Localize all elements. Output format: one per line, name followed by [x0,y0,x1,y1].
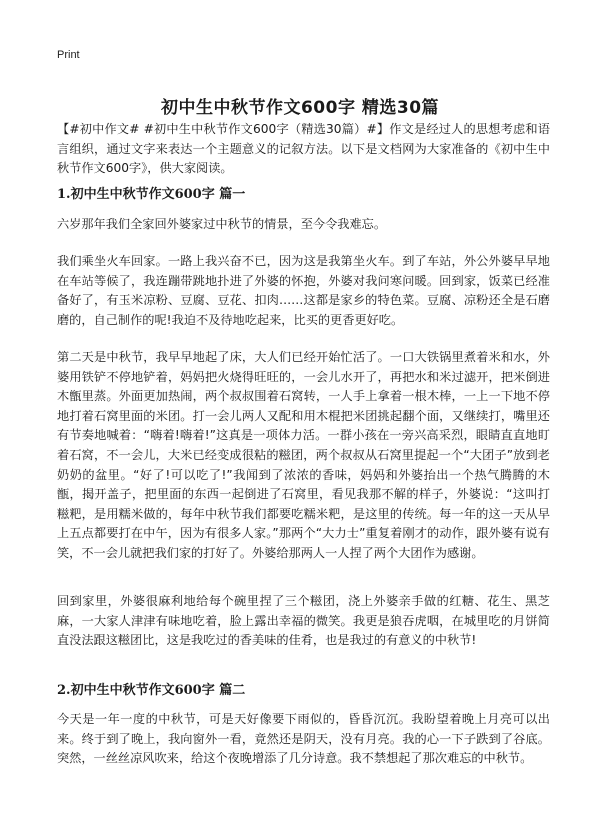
print-label: Print [57,49,80,61]
section-heading-1: 1.初中生中秋节作文600字 篇一 [57,187,246,202]
paragraph: 我们乘坐火车回家。一路上我兴奋不已，因为这是我第坐火车。到了车站，外公外婆早早地在车站等候了，我连蹦带跳地扑进了外婆的怀抱，外婆对我问寒问暖。回到家，饭菜已经准备好了，有玉米凉粉、豆腐、豆花、扣肉……这都是家乡的特色菜。豆腐、凉粉还全是石磨磨的，自己制作的呢!我迫不及待地吃起来，比买的更香更好吃。 [57,254,550,327]
paragraph: 六岁那年我们全家回外婆家过中秋节的情景，至今令我难忘。 [57,217,387,231]
paragraph: 第二天是中秋节，我早早地起了床，大人们已经开始忙活了。一口大铁锅里煮着米和水，外婆用铁铲不停地铲着，妈妈把火烧得旺旺的，一会儿水开了，再把水和米过滤开，把米倒进木甑里蒸。外面更加热闹，两个叔叔围着石窝转，一人手上拿着一根木棒，一上一下地不停地打着石窝里面的米团。打一会儿两人又配和用木棍把米团挑起翻个面，又继续打，嘴里还有节奏地喊着：“嗨着!嗨着!”这真是一项体力活。一群小孩在一旁兴高采烈，眼睛直直地盯着石窝，不一会儿，大米已经变成很粘的糍团，两个叔叔从石窝里提起一个“大团子”放到老奶奶的盆里。“好了!可以吃了!”我闻到了浓浓的香味，妈妈和外婆抬出一个热气腾腾的木甑，揭开盖子，把里面的东西一起倒进了石窝里，看见我那不解的样子，外婆说：“这叫打糍粑，是用糯米做的，每年中秋节我们都要吃糯米粑，是这里的传统。每一年的这一天从早上五点都要打在中午，因为有很多人家。”那两个“大力士”重复着刚才的动作，跟外婆有说有笑，不一会儿就把我们家的打好了。外婆给那两人一人捏了两个大团作为感谢。 [57,350,550,560]
page-title: 初中生中秋节作文600字 精选30篇 [160,98,440,119]
paragraph: 今天是一年一度的中秋节，可是天好像要下雨似的，昏昏沉沉。我盼望着晚上月亮可以出来。终于到了晚上，我向窗外一看，竟然还是阴天，没有月亮。我的心一下子跌到了谷底。突然，一丝丝凉风吹来，给这个夜晚增添了几分诗意。我不禁想起了那次难忘的中秋节。 [57,712,550,766]
intro-paragraph: 【#初中作文# #初中生中秋节作文600字（精选30篇）#】作文是经过人的思想考虑和语言组织，通过文字来表达一个主题意义的记叙方法。以下是文档网为大家准备的《初中生中秋节作文600字》，供大家阅读。 [57,122,550,176]
section-heading-2: 2.初中生中秋节作文600字 篇二 [57,683,246,698]
paragraph: 回到家里，外婆很麻利地给每个碗里捏了三个糍团，浇上外婆亲手做的红糖、花生、黑芝麻，一大家人津津有味地吃着，脸上露出幸福的微笑。我更是狼吞虎咽，在城里吃的月饼简直没法跟这糍团比，这是我吃过的香美味的佳肴，也是我过的有意义的中秋节! [57,594,550,648]
